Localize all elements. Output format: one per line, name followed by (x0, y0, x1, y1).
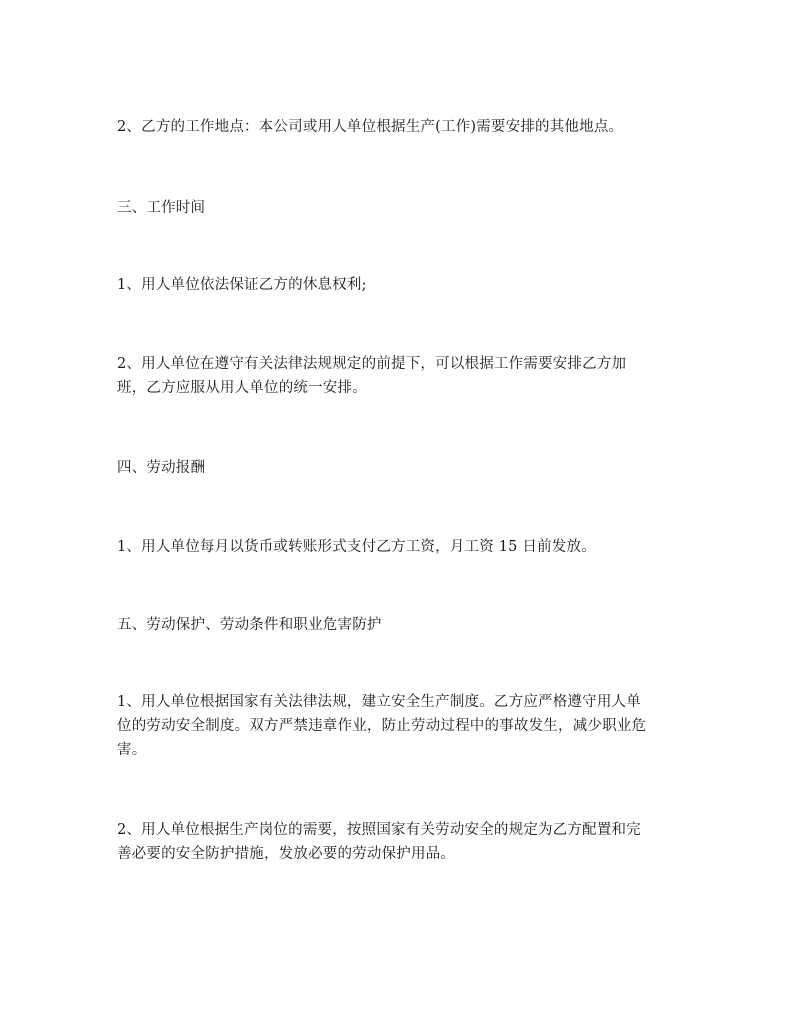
text-line: 1、用人单位依法保证乙方的休息权利; (117, 277, 367, 293)
clause-safety-system (117, 690, 677, 762)
section-heading-remuneration (117, 456, 677, 480)
text-line: 2、用人单位根据生产岗位的需要，按照国家有关劳动安全的规定为乙方配置和完 (117, 822, 641, 838)
clause-rest-rights (117, 273, 677, 297)
text-line: 善必要的安全防护措施，发放必要的劳动保护用品。 (117, 846, 456, 862)
text-line: 2、用人单位在遵守有关法律法规规定的前提下，可以根据工作需要安排乙方加 (117, 356, 627, 372)
section-heading-work-time (117, 196, 677, 220)
text-line: 三、工作时间 (117, 200, 206, 216)
text-line: 五、劳动保护、劳动条件和职业危害防护 (117, 617, 382, 633)
clause-overtime (117, 352, 677, 400)
text-line: 班，乙方应服从用人单位的统一安排。 (117, 380, 367, 396)
text-line: 2、乙方的工作地点：本公司或用人单位根据生产(工作)需要安排的其他地点。 (117, 119, 624, 135)
text-line: 1、用人单位根据国家有关法律法规，建立安全生产制度。乙方应严格遵守用人单 (117, 694, 641, 710)
clause-protective-equipment (117, 818, 677, 866)
section-heading-labor-protection (117, 613, 677, 637)
text-line: 害。 (117, 742, 147, 758)
text-line: 1、用人单位每月以货币或转账形式支付乙方工资，月工资 15 日前发放。 (117, 539, 596, 555)
text-line: 位的劳动安全制度。双方严禁违章作业，防止劳动过程中的事故发生，减少职业危 (117, 718, 647, 734)
clause-work-location (117, 115, 677, 139)
clause-salary-payment (117, 535, 677, 559)
text-line: 四、劳动报酬 (117, 460, 206, 476)
